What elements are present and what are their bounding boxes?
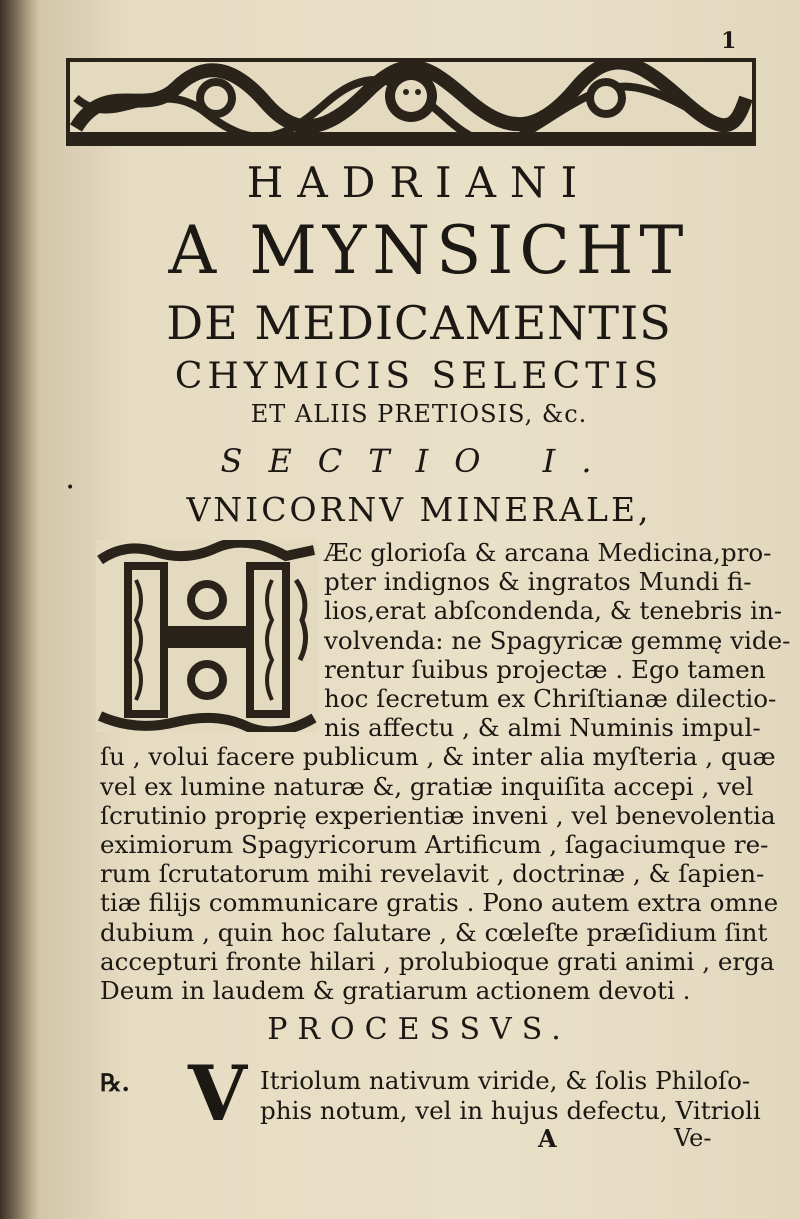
section-heading: SECTIO I. — [220, 442, 618, 480]
title-line-3: ET ALIIS PRETIOSIS, &c. — [250, 400, 588, 428]
text-line: volvenda: ne Spagyricæ gemmę vide- — [324, 625, 791, 655]
text-line: vel ex lumine naturæ &, gratiæ inquiſita accepi , vel — [100, 771, 754, 801]
text-line: lios,erat abſcondenda, & tenebris in- — [324, 596, 783, 626]
text-line: nis affectu , & almi Numinis impul- — [324, 713, 761, 743]
catchword: Ve- — [674, 1124, 712, 1152]
signature-mark: A — [538, 1124, 557, 1153]
text-line: Itriolum nativum viride, & ſolis Philoſo- — [260, 1066, 751, 1095]
processus-heading: PROCESSVS. — [267, 1012, 571, 1047]
chapter-heading: VNICORNV MINERALE, — [186, 490, 652, 529]
text-line: accepturi fronte hilari , prolubioque grati animi , erga — [100, 946, 775, 976]
initial-letter-v: V — [188, 1049, 247, 1138]
body-paragraph — [100, 538, 791, 1006]
headpiece-ornament-icon — [66, 58, 756, 146]
text-line: hoc ſecretum ex Chriſtianæ dilectio- — [324, 684, 777, 714]
text-line: tiæ filijs communicare gratis . Pono autem extra omne — [100, 888, 779, 918]
page-number: 1 — [721, 28, 737, 54]
title-line-2: CHYMICIS SELECTIS — [174, 356, 664, 397]
text-line: phis notum, vel in hujus defectu, Vitrioli — [260, 1096, 761, 1125]
text-line: ſu , volui facere publicum , & inter alia myſteria , quæ — [100, 742, 776, 772]
processus-text — [260, 1066, 761, 1126]
text-line: Æc glorioſa & arcana Medicina,pro- — [324, 538, 772, 567]
title-line-1: DE MEDICAMENTIS — [166, 296, 672, 350]
margin-dot: • — [66, 480, 75, 496]
text-line: rum ſcrutatorum mihi revelavit , doctrinæ , & ſapien- — [100, 859, 765, 889]
text-line: ſcrutinio proprię experientiæ inveni , vel benevolentia — [100, 800, 776, 830]
author-first-name: HADRIANI — [246, 158, 592, 207]
text-line: eximiorum Spagyricorum Artificum , ſagaciumque re- — [100, 830, 769, 860]
book-spine-shadow — [0, 0, 38, 1219]
text-line: dubium , quin hoc ſalutare , & cœleſte præſidium ſint — [100, 917, 768, 947]
recipe-mark: ℞. — [100, 1068, 130, 1097]
book-page — [38, 0, 800, 1219]
text-line: rentur ſuibus projectæ . Ego tamen — [324, 654, 766, 684]
text-line: pter indignos & ingratos Mundi fi- — [324, 567, 752, 597]
text-line: Deum in laudem & gratiarum actionem devoti . — [100, 976, 691, 1006]
author-surname: A MYNSICHT — [168, 212, 690, 289]
